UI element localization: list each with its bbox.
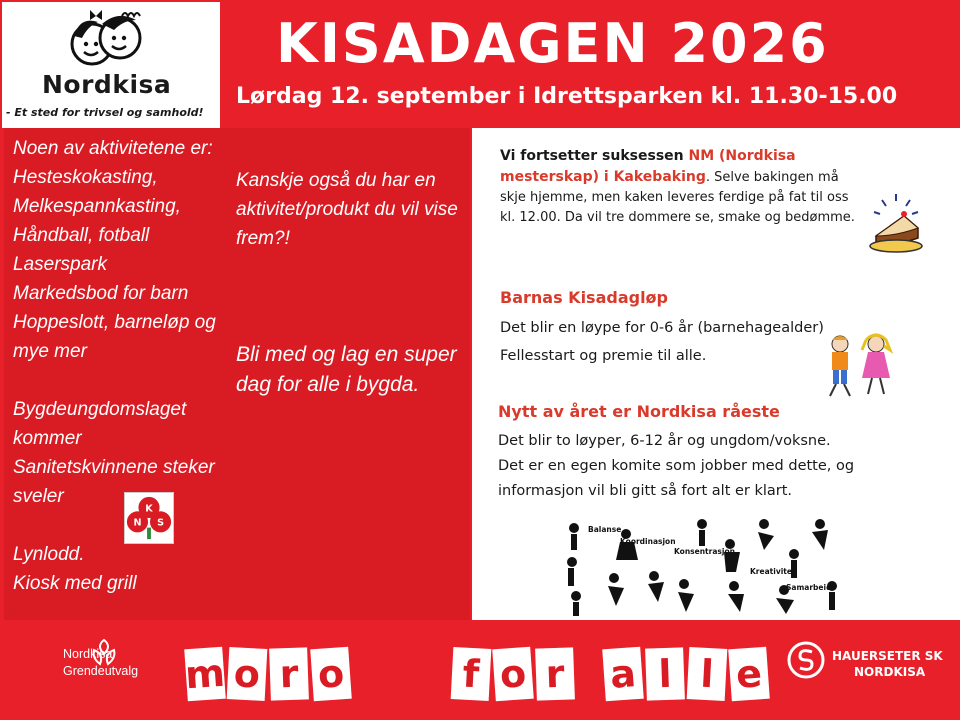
logo-name: Nordkisa (42, 70, 172, 99)
activity-item: Bygdeungdomslaget (13, 399, 187, 420)
letter-tile: o (492, 647, 534, 702)
kids-race-line: Fellesstart og premie til alle. (500, 348, 707, 364)
badge-letter: N (133, 517, 142, 529)
skills-figures-image (554, 514, 850, 620)
new-event-pre: Nytt av året er (498, 402, 637, 421)
grendeutvalg-line2: Grendeutvalg (63, 664, 139, 678)
activity-item: mye mer (13, 341, 87, 362)
faces-icon (62, 8, 152, 74)
skill-label: Samarbeid (786, 583, 832, 592)
activity-item: Markedsbod for barn (13, 283, 189, 304)
new-event-line: informasjon vil bli gitt så fort alt er klart. (498, 483, 793, 499)
skill-label: Kreativitet (750, 567, 796, 576)
letter-tile: o (310, 647, 352, 702)
new-event-line: Det blir to løyper, 6-12 år og ungdom/voksne. (498, 433, 831, 449)
activity-item: Noen av aktivitetene er: (13, 138, 213, 159)
hsk-line2: NORDKISA (854, 665, 926, 679)
new-event-line: Det er en egen komite som jobber med dette, og (498, 458, 855, 474)
invite-text: Kanskje også du har en aktivitet/produkt du vil vise frem?! (236, 170, 458, 249)
cake-icon (866, 192, 926, 258)
activity-item: Melkespannkasting, (13, 196, 181, 217)
activity-item: Håndball, fotball (13, 225, 150, 246)
activity-item: sveler (13, 486, 64, 507)
grendeutvalg-line1: Nordkisa (63, 647, 113, 661)
grendeutvalg-name (63, 646, 138, 680)
skill-label: Konsentrasjon (674, 547, 735, 556)
activity-item: Sanitetskvinnene steker (13, 457, 215, 478)
logo-tagline: - Et sted for trivsel og samhold! (6, 106, 204, 119)
skill-label: Koordinasjon (620, 537, 676, 546)
letter-tile: l (645, 647, 685, 700)
activities-list (13, 134, 228, 598)
letter-tile: f (451, 647, 492, 701)
nm-lead: Vi fortsetter suksessen (500, 148, 689, 164)
kids-race-line: Det blir en løype for 0-6 år (barnehagealder) (500, 320, 824, 336)
hauerseter-sk-logo-icon (786, 640, 826, 680)
badge-letter: K (145, 503, 153, 515)
join-text: Bli med og lag en super dag for alle i bygda. (236, 343, 457, 396)
activity-item: Hesteskokasting, (13, 167, 158, 188)
letter-tile: o (227, 647, 268, 701)
new-event-text (498, 429, 938, 504)
kids-icon (820, 330, 900, 400)
activity-item: Kiosk med grill (13, 573, 137, 594)
event-date-subtitle: Lørdag 12. september i Idrettsparken kl. 11.30-15.00 (236, 84, 898, 109)
activity-item: Laserspark (13, 254, 107, 275)
letter-tile: l (687, 647, 728, 701)
new-event-name: Nordkisa råeste (636, 402, 780, 421)
skill-label: Balanse (588, 525, 622, 534)
nordkisa-logo (2, 2, 220, 128)
activity-item: kommer (13, 428, 82, 449)
nks-clover-icon (124, 492, 174, 544)
word-moro (183, 648, 350, 700)
hauerseter-sk-name (832, 648, 943, 680)
letter-tile: m (184, 647, 226, 702)
badge-letter: S (157, 517, 164, 529)
page-title: KISADAGEN 2026 (276, 12, 829, 75)
activity-spacer (13, 366, 228, 395)
letter-tile: a (602, 647, 644, 702)
activity-item: Hoppeslott, barneløp og (13, 312, 216, 333)
word-for (452, 648, 574, 700)
nm-accent: NM (Nordkisa mesterskap) i Kakebaking (500, 148, 796, 185)
letter-tile: r (535, 647, 575, 700)
new-event-title (498, 402, 780, 421)
baking-contest-text (500, 146, 860, 228)
hsk-line1: HAUERSETER SK (832, 649, 943, 663)
nm-body: . Selve bakingen må skje hjemme, men kaken leveres ferdige på fat til oss kl. 12.00. Da vil tre dommere se, smake og bedømme. (500, 170, 855, 225)
word-alle (604, 648, 768, 700)
activity-item: Lynlodd. (13, 544, 85, 565)
kids-race-title: Barnas Kisadagløp (500, 288, 668, 307)
letter-tile: e (728, 647, 770, 702)
activity-spacer (13, 511, 228, 540)
letter-tile: r (269, 647, 309, 700)
